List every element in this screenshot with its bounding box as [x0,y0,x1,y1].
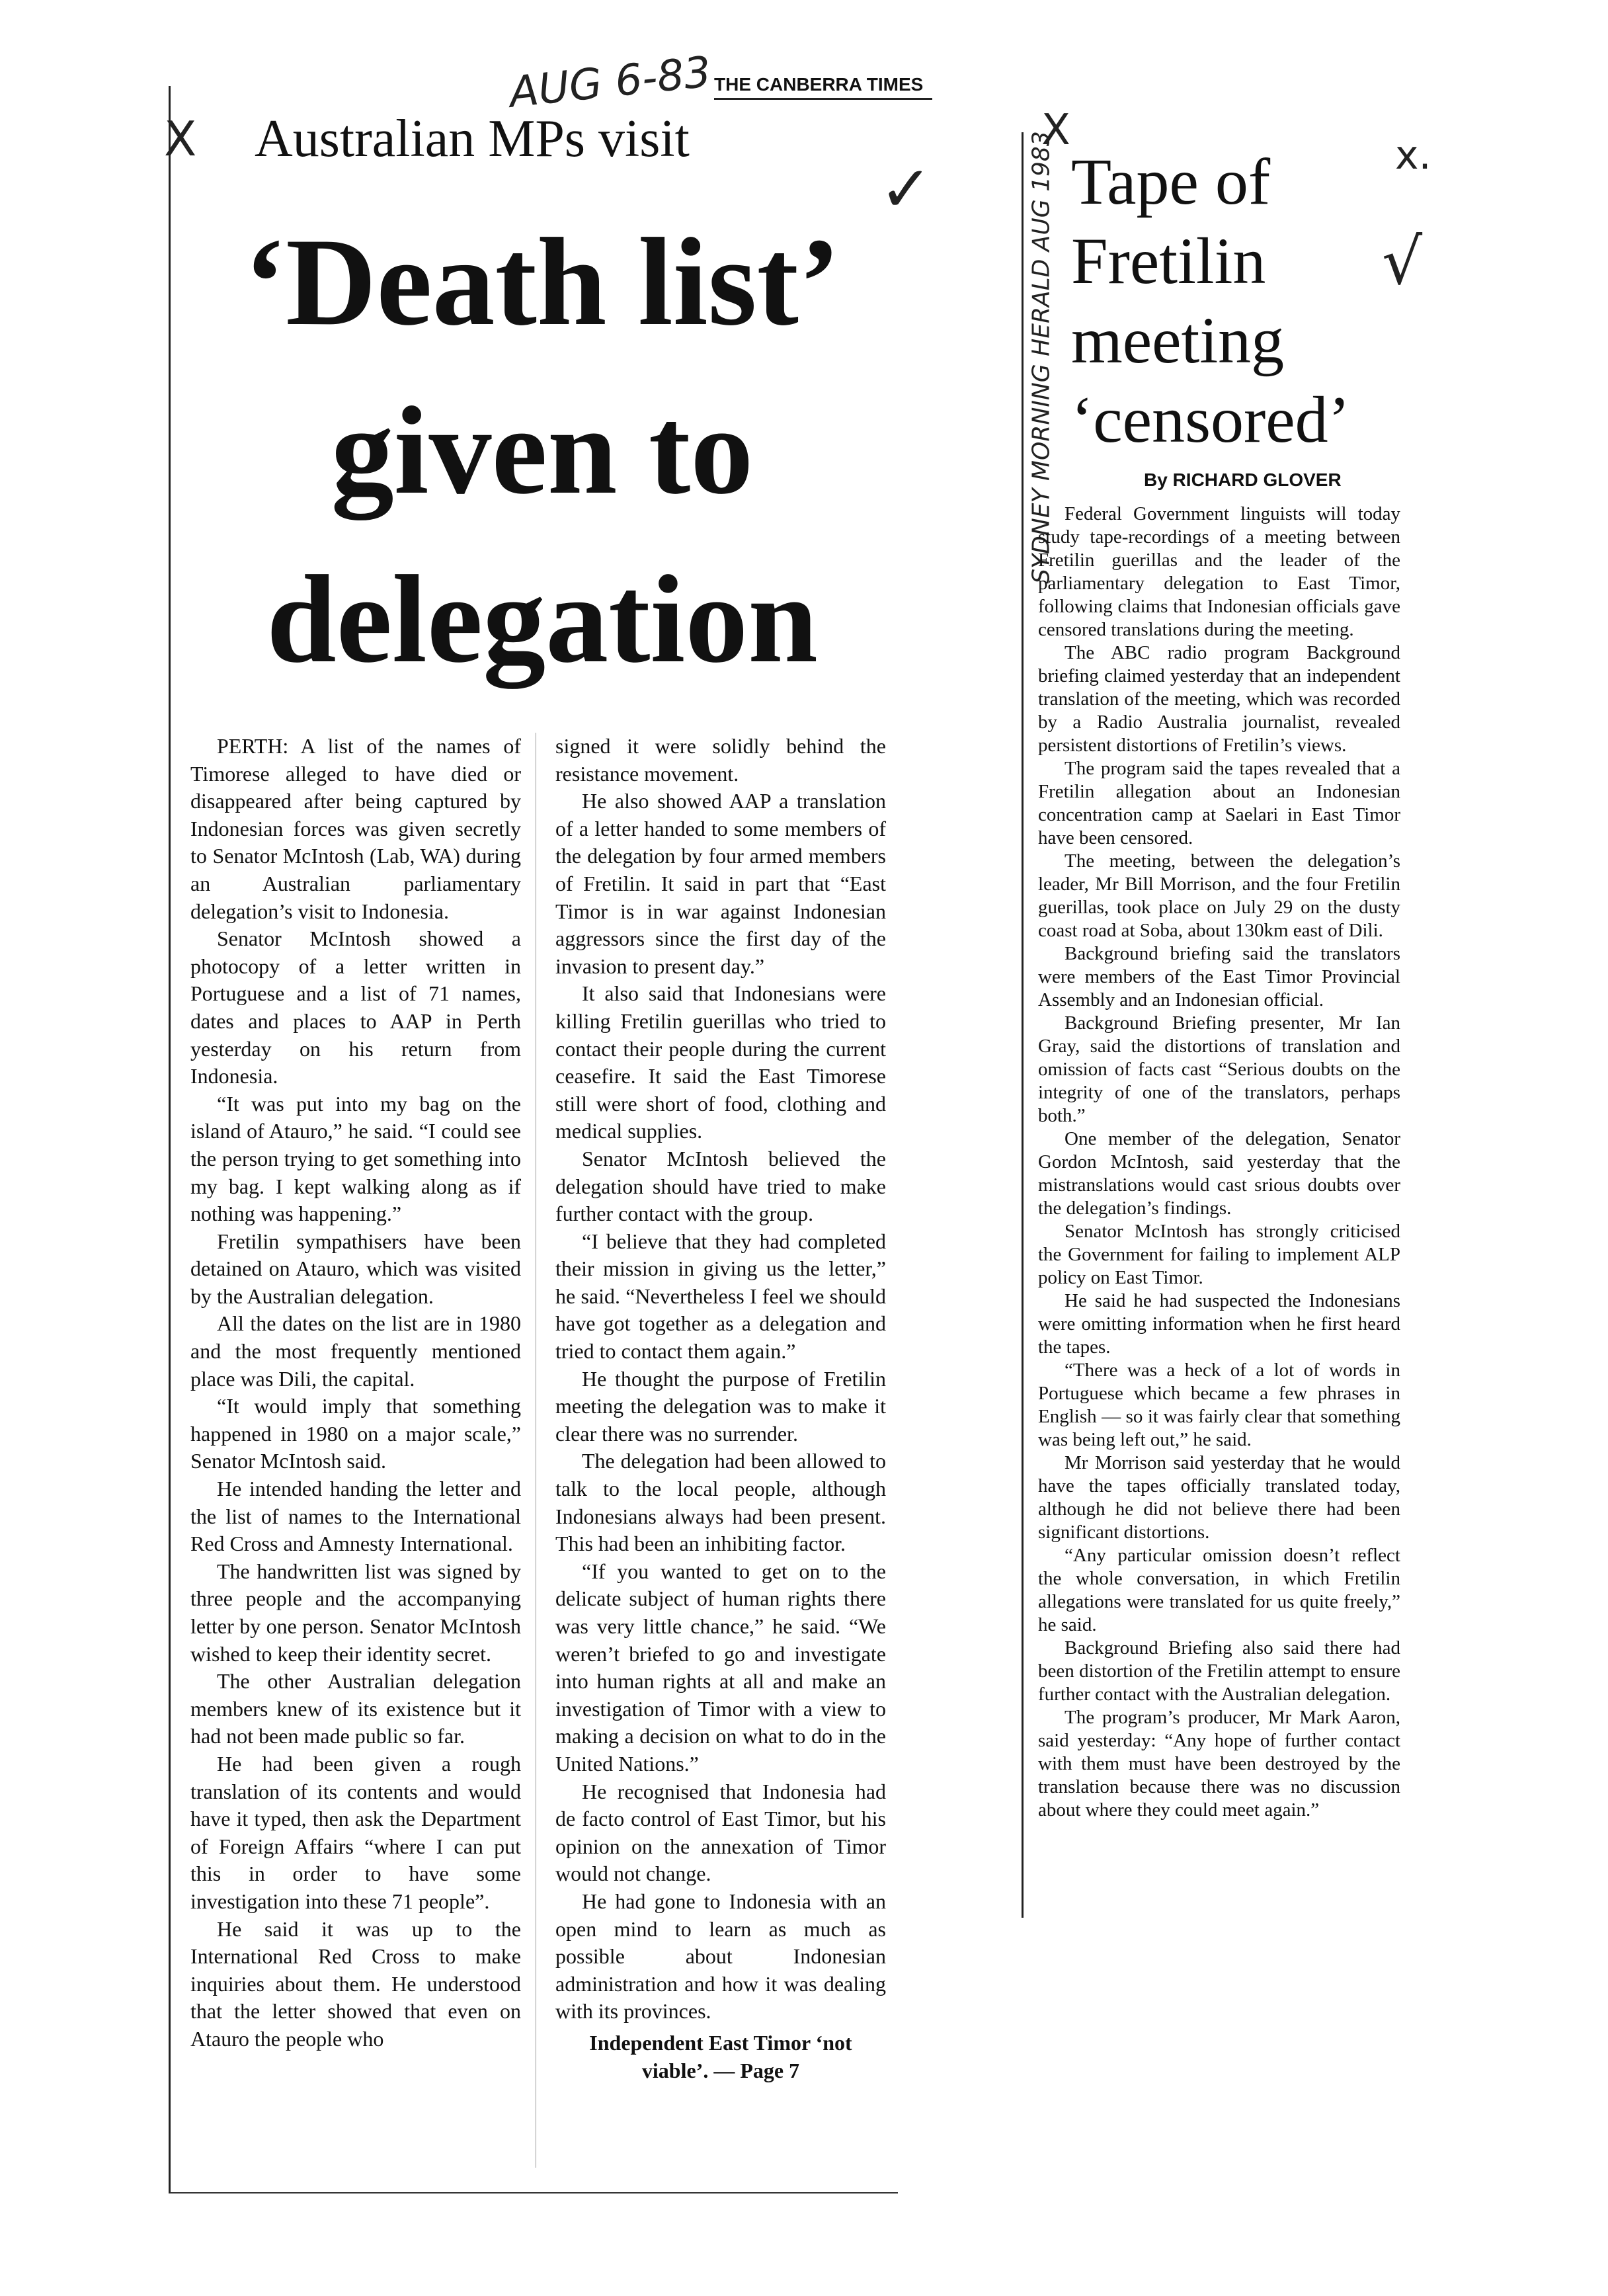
paragraph: Mr Morrison said yesterday that he would have the tapes officially translated today, although he did not believe there had been significant distortions. [1038,1452,1400,1543]
paragraph: He thought the purpose of Fretilin meeting the delegation was to make it clear there was no surrender. [555,1366,886,1446]
paragraph: He intended handing the letter and the list of names to the International Red Cross and Amnesty International. [190,1477,521,1556]
paragraph: Senator McIntosh believed the delegation should have tried to make further contact with the group. [555,1146,886,1226]
handwritten-vertical-source-note: SYDNEY MORNING HERALD AUG 1983 [1027,131,1055,584]
paragraph: PERTH: A list of the names of Timorese alleged to have died or disappeared after being captured by Indonesian forces was given secretly to Senator McIntosh (Lab, WA) during an Australian parliamentary delegation’s visit to Indonesia. [190,734,521,923]
paragraph: “If you wanted to get on to the delicate subject of human rights there was very little chance,” he said. “We weren’t briefed to go and investigate into human rights at all and make an investigation of Timor with a view to making a decision on what to do in the United Nations.” [555,1559,886,1776]
paragraph: He had been given a rough translation of its contents and would have it typed, then ask the Department of Foreign Affairs “where I can put this in order to have some investigation into these 71 people”. [190,1751,521,1913]
right-headline-line-2: Fretilin [1071,224,1266,298]
left-clipping-top-rule [714,98,932,100]
paragraph: All the dates on the list are in 1980 and the most frequently mentioned place was Dili, the capital. [190,1311,521,1391]
newspaper-source-label: THE CANBERRA TIMES [714,74,924,95]
paragraph: The delegation had been allowed to talk to the local people, although Indonesians always had been present. This had been an inhibiting factor. [555,1449,886,1556]
left-article-column-1 [190,733,521,2053]
paragraph: The ABC radio program Background briefing claimed yesterday that an independent translation of the meeting, which was recorded by a Radio Australia journalist, revealed persistent distortions of Fretilin’s views. [1038,642,1400,756]
paragraph: Senator McIntosh has strongly criticised the Government for failing to implement ALP policy on East Timor. [1038,1221,1400,1288]
paragraph: He had gone to Indonesia with an open mind to learn as much as possible about Indonesian administration and how it was dealing with its provinces. [555,1889,886,2024]
left-kicker: Australian MPs visit [255,110,690,168]
paragraph: It also said that Indonesians were killing Fretilin guerillas who tried to contact their people during the current ceasefire. It said the East Timorese still were short of food, clothing and medical supplies. [555,981,886,1143]
paragraph: Senator McIntosh showed a photocopy of a letter written in Portuguese and a list of 71 names, dates and places to AAP in Perth yesterday on his return from Indonesia. [190,926,521,1088]
left-headline-line-3: delegation [266,550,818,689]
paragraph: “I believe that they had completed their mission in giving us the letter,” he said. “Nevertheless I feel we should have got together as a delegation and tried to contact them again.” [555,1229,886,1364]
paragraph: The program said the tapes revealed that a Fretilin allegation about an Indonesian concentration camp at Saelari in East Timor have been censored. [1038,758,1400,848]
right-byline: By RICHARD GLOVER [1144,470,1342,490]
paragraph: “Any particular omission doesn’t reflect the whole conversation, in which Fretilin allegations were translated for us quite freely,” he said. [1038,1545,1400,1635]
paragraph: Fretilin sympathisers have been detained on Atauro, which was visited by the Australian delegation. [190,1229,521,1308]
left-headline-line-1: ‘Death list’ [243,213,841,352]
right-headline-line-4: ‘censored’ [1071,383,1350,456]
paragraph: “It was put into my bag on the island of Atauro,” he said. “I could see the person trying to get something into my bag. I kept walking along as if nothing was happening.” [190,1091,521,1226]
article-continuation-note: Independent East Timor ‘not viable’. — Page 7 [589,2030,852,2082]
right-clipping-border [1022,132,1024,1918]
handwritten-x-mark-far-right: x. [1395,132,1431,179]
left-headline-line-2: given to [331,382,754,520]
paragraph: The other Australian delegation members knew of its existence but it had not been made public so far. [190,1669,521,1748]
right-headline-line-3: meeting [1071,304,1285,377]
paragraph: “There was a heck of a lot of words in Portuguese which became a few phrases in English — so it was fairly clear that something was being left out,” he said. [1038,1360,1400,1450]
left-article-column-2 [555,733,886,2084]
paragraph: He also showed AAP a translation of a letter handed to some members of the delegation by four armed members of Fretilin. It said in part that “East Timor is in war against Indonesian aggressors since the first day of the invasion to present day.” [555,789,886,978]
handwritten-x-mark-right: X [1041,106,1070,155]
paragraph: The handwritten list was signed by three people and the accompanying letter by one person. Senator McIntosh wished to keep their identity secret. [190,1559,521,1666]
paragraph: Background briefing said the translators were members of the East Timor Provincial Assembly and an Indonesian official. [1038,943,1400,1010]
paragraph: He said he had suspected the Indonesians were omitting information when he first heard the tapes. [1038,1290,1400,1358]
handwritten-check-mark-right: √ [1382,225,1423,299]
right-headline-line-1: Tape of [1071,145,1271,218]
handwritten-x-mark-left: X [164,111,197,167]
paragraph: The program’s producer, Mr Mark Aaron, said yesterday: “Any hope of further contact with them must have been destroyed by the translation because there was no discussion about where they could meet again.” [1038,1707,1400,1821]
handwritten-date-note: AUG 6-83 [506,48,713,118]
left-headline [185,198,899,704]
paragraph: signed it were solidly behind the resistance movement. [555,734,886,786]
paragraph: He recognised that Indonesia had de facto control of East Timor, but his opinion on the annexation of Timor would not change. [555,1779,886,1886]
paragraph: “It would imply that something happened in 1980 on a major scale,” Senator McIntosh said. [190,1394,521,1473]
right-headline [1071,142,1415,460]
handwritten-check-mark-left: ✓ [879,152,933,226]
paragraph: Background Briefing presenter, Mr Ian Gray, said the distortions of translation and omission of facts cast “Serious doubts on the integrity of one of the translators, perhaps both.” [1038,1012,1400,1126]
paragraph: He said it was up to the International Red Cross to make inquiries about them. He understood that the letter showed that even on Atauro the people who [190,1916,521,2051]
paragraph: One member of the delegation, Senator Gordon McIntosh, said yesterday that the mistranslations would cast srious doubts over the delegation’s findings. [1038,1128,1400,1219]
paragraph: Federal Government linguists will today study tape-recordings of a meeting between Fretilin guerillas and the leader of the parliamentary delegation to East Timor, following claims that Indonesian officials gave censored translations during the meeting. [1038,503,1400,640]
paragraph: The meeting, between the delegation’s leader, Mr Bill Morrison, and the four Fretilin guerillas, took place on July 29 on the dusty coast road at Soba, about 130km east of Dili. [1038,850,1400,941]
right-article-column [1038,503,1400,1822]
paragraph: Background Briefing also said there had been distortion of the Fretilin attempt to ensure further contact with the Australian delegation. [1038,1637,1400,1705]
